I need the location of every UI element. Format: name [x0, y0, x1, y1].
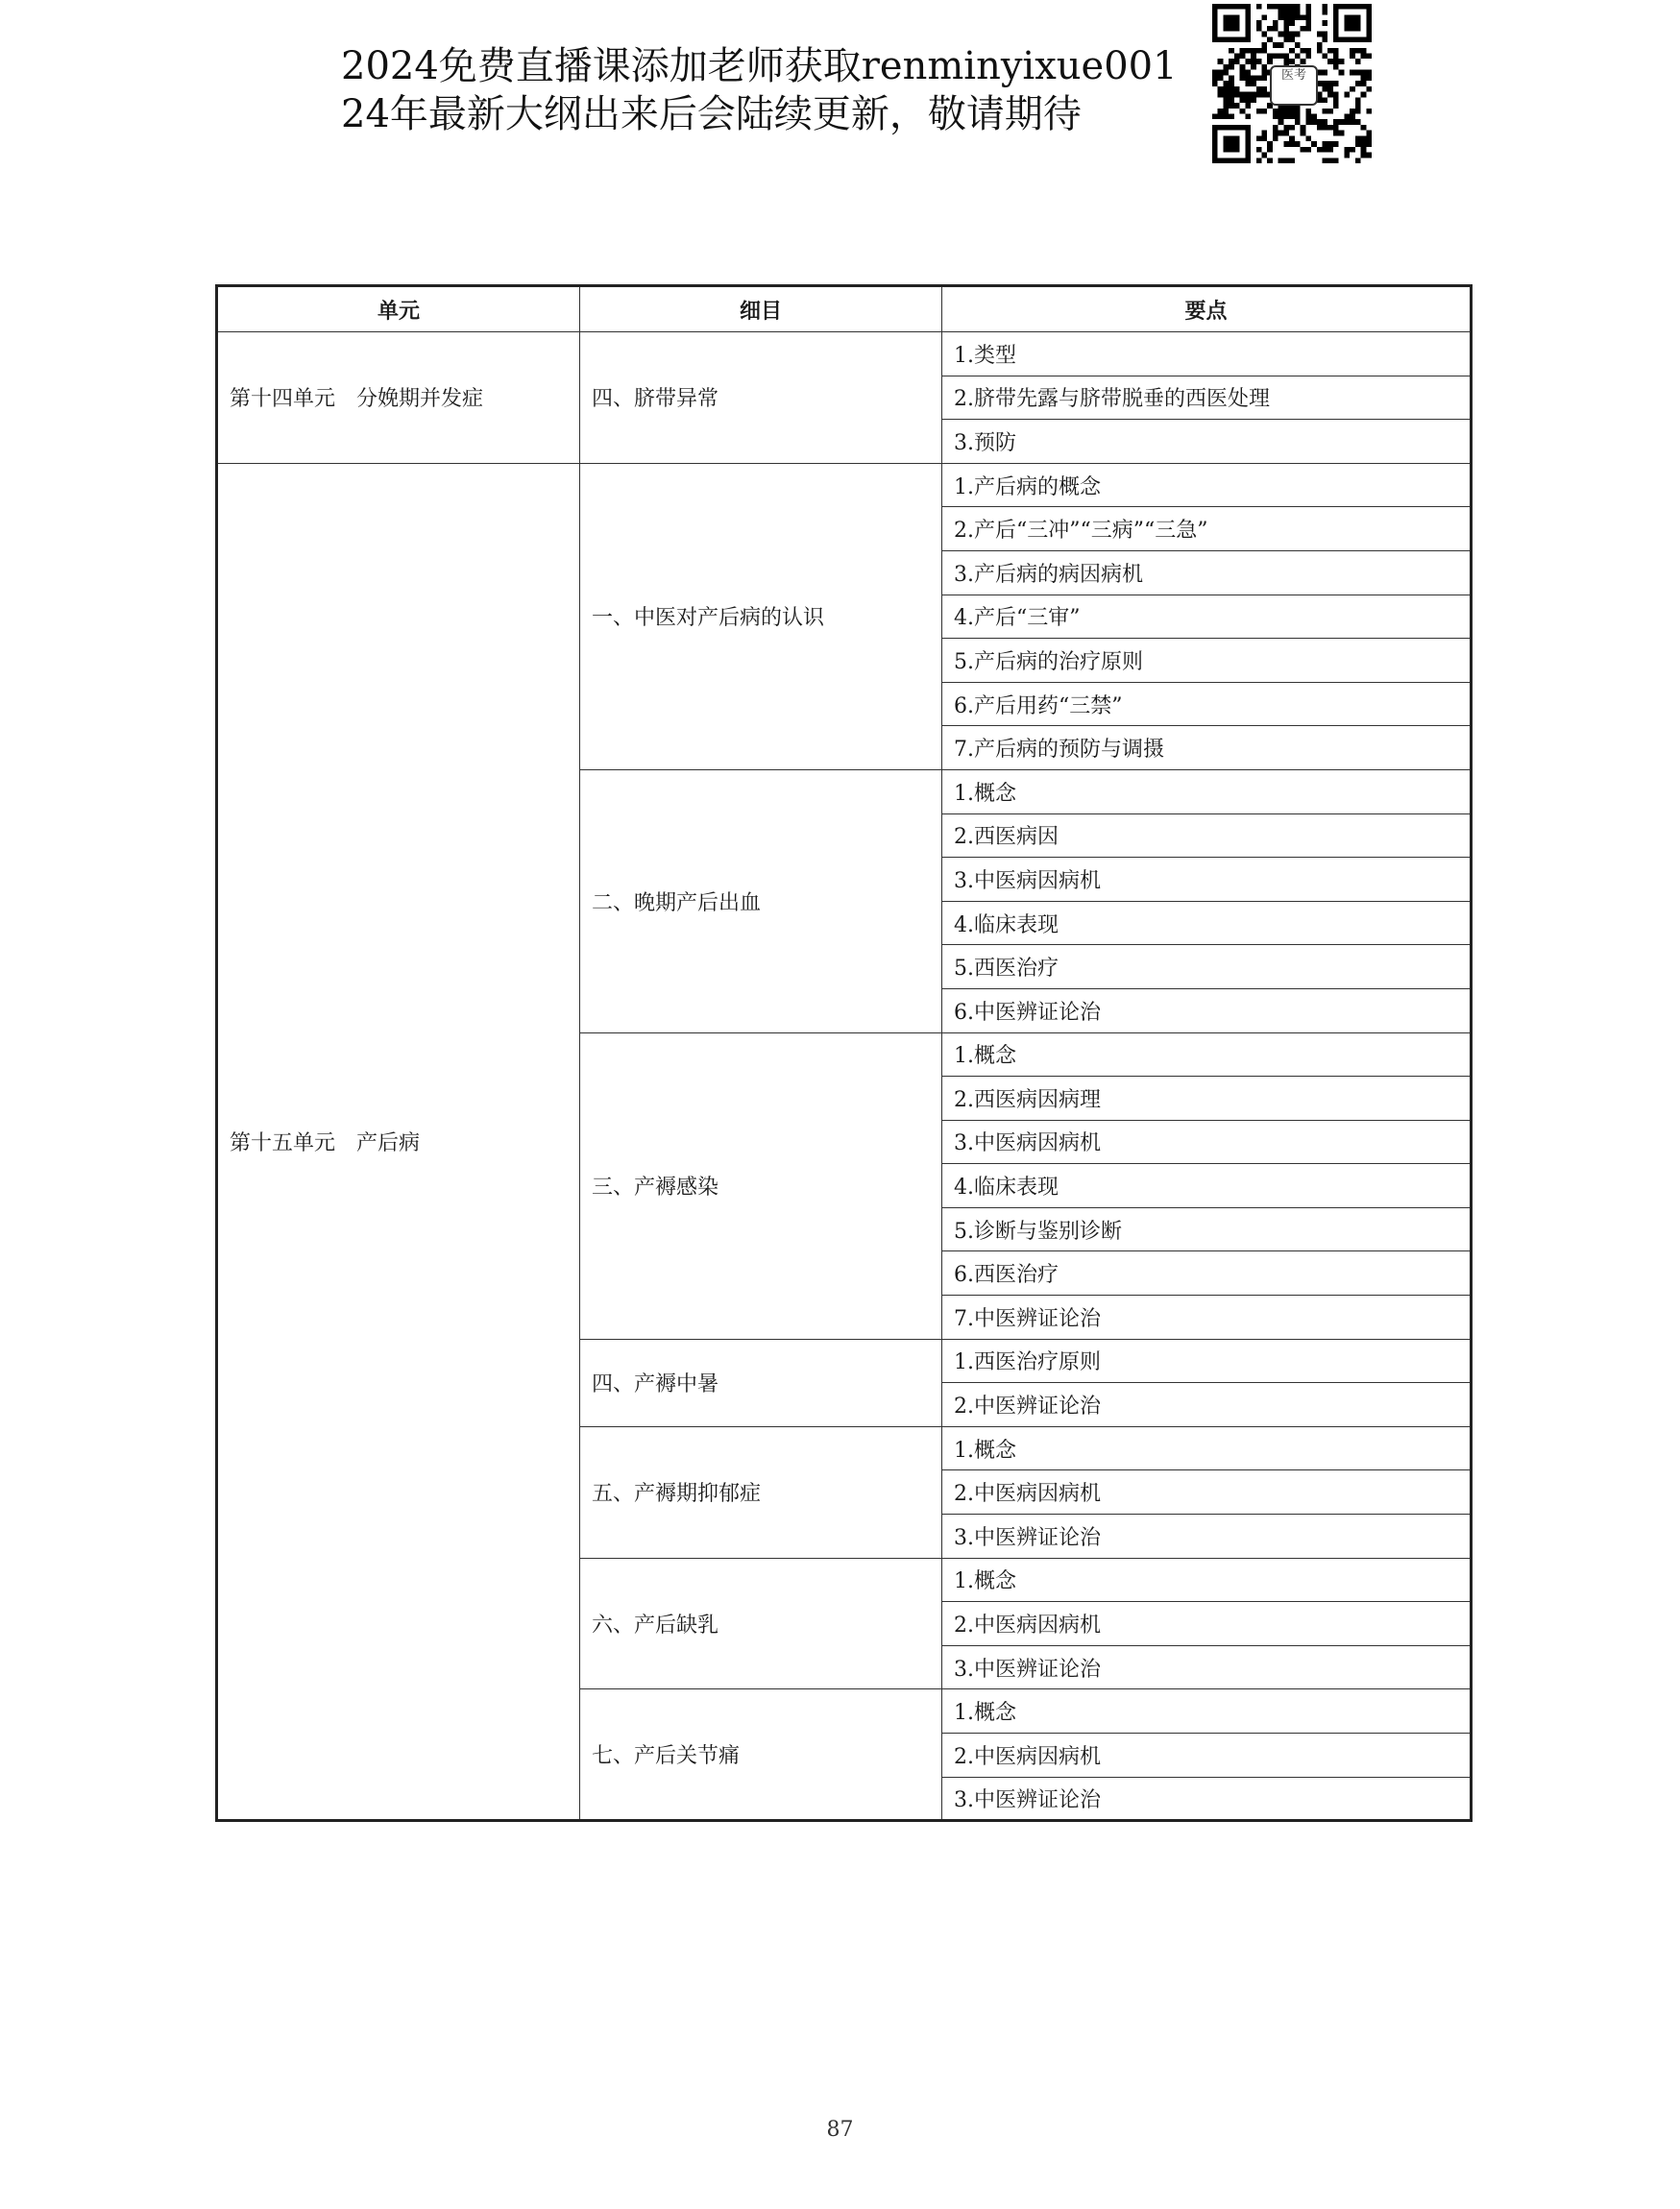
point-cell: 6.产后用药“三禁”: [942, 682, 1472, 726]
point-cell: 2.产后“三冲”“三病”“三急”: [942, 507, 1472, 551]
point-cell: 2.西医病因病理: [942, 1077, 1472, 1121]
point-cell: 1.概念: [942, 1689, 1472, 1734]
point-cell: 3.中医辨证论治: [942, 1777, 1472, 1821]
unit-cell: 第十四单元 分娩期并发症: [217, 332, 580, 464]
table-row: [217, 332, 1472, 376]
syllabus-table: [215, 284, 1473, 1822]
point-cell: 2.中医病因病机: [942, 1470, 1472, 1515]
point-cell: 7.中医辨证论治: [942, 1296, 1472, 1340]
point-cell: 1.西医治疗原则: [942, 1339, 1472, 1383]
point-cell: 5.产后病的治疗原则: [942, 639, 1472, 683]
point-cell: 1.概念: [942, 1426, 1472, 1470]
item-cell: 二、晚期产后出血: [580, 769, 942, 1032]
point-cell: 1.类型: [942, 332, 1472, 376]
point-cell: 6.西医治疗: [942, 1251, 1472, 1296]
point-cell: 3.预防: [942, 420, 1472, 464]
page-number: 87: [826, 2118, 854, 2142]
point-cell: 2.西医病因: [942, 813, 1472, 858]
item-cell: 七、产后关节痛: [580, 1689, 942, 1821]
item-cell: 四、产褥中暑: [580, 1339, 942, 1426]
point-cell: 1.产后病的概念: [942, 463, 1472, 507]
unit-cell: 第十五单元 产后病: [217, 463, 580, 1820]
point-cell: 3.中医病因病机: [942, 858, 1472, 902]
point-cell: 4.临床表现: [942, 1164, 1472, 1208]
qr-logo-badge: 医考: [1270, 65, 1318, 106]
point-cell: 3.中医病因病机: [942, 1120, 1472, 1164]
point-cell: 2.中医辨证论治: [942, 1383, 1472, 1427]
item-cell: 五、产褥期抑郁症: [580, 1426, 942, 1558]
promo-header: [341, 42, 1205, 138]
header-point: 要点: [942, 286, 1472, 332]
point-cell: 1.概念: [942, 1558, 1472, 1602]
item-cell: 四、脐带异常: [580, 332, 942, 464]
header-item: 细目: [580, 286, 942, 332]
point-cell: 5.西医治疗: [942, 945, 1472, 989]
point-cell: 3.中医辨证论治: [942, 1645, 1472, 1689]
header-unit: 单元: [217, 286, 580, 332]
item-cell: 六、产后缺乳: [580, 1558, 942, 1689]
point-cell: 3.产后病的病因病机: [942, 550, 1472, 595]
point-cell: 2.中医病因病机: [942, 1734, 1472, 1778]
promo-line-2: 24年最新大纲出来后会陆续更新，敬请期待: [341, 92, 1082, 136]
item-cell: 一、中医对产后病的认识: [580, 463, 942, 769]
point-cell: 4.临床表现: [942, 901, 1472, 945]
table-header-row: [217, 286, 1472, 332]
qr-code-image: [1212, 4, 1372, 163]
point-cell: 2.中医病因病机: [942, 1602, 1472, 1646]
point-cell: 2.脐带先露与脐带脱垂的西医处理: [942, 376, 1472, 420]
point-cell: 7.产后病的预防与调摄: [942, 726, 1472, 770]
promo-line-1: 2024免费直播课添加老师获取renminyixue001: [341, 44, 1178, 88]
point-cell: 1.概念: [942, 769, 1472, 813]
point-cell: 4.产后“三审”: [942, 595, 1472, 639]
table-row: [217, 463, 1472, 507]
point-cell: 3.中医辨证论治: [942, 1515, 1472, 1559]
point-cell: 1.概念: [942, 1032, 1472, 1077]
point-cell: 5.诊断与鉴别诊断: [942, 1207, 1472, 1251]
point-cell: 6.中医辨证论治: [942, 988, 1472, 1032]
item-cell: 三、产褥感染: [580, 1032, 942, 1339]
